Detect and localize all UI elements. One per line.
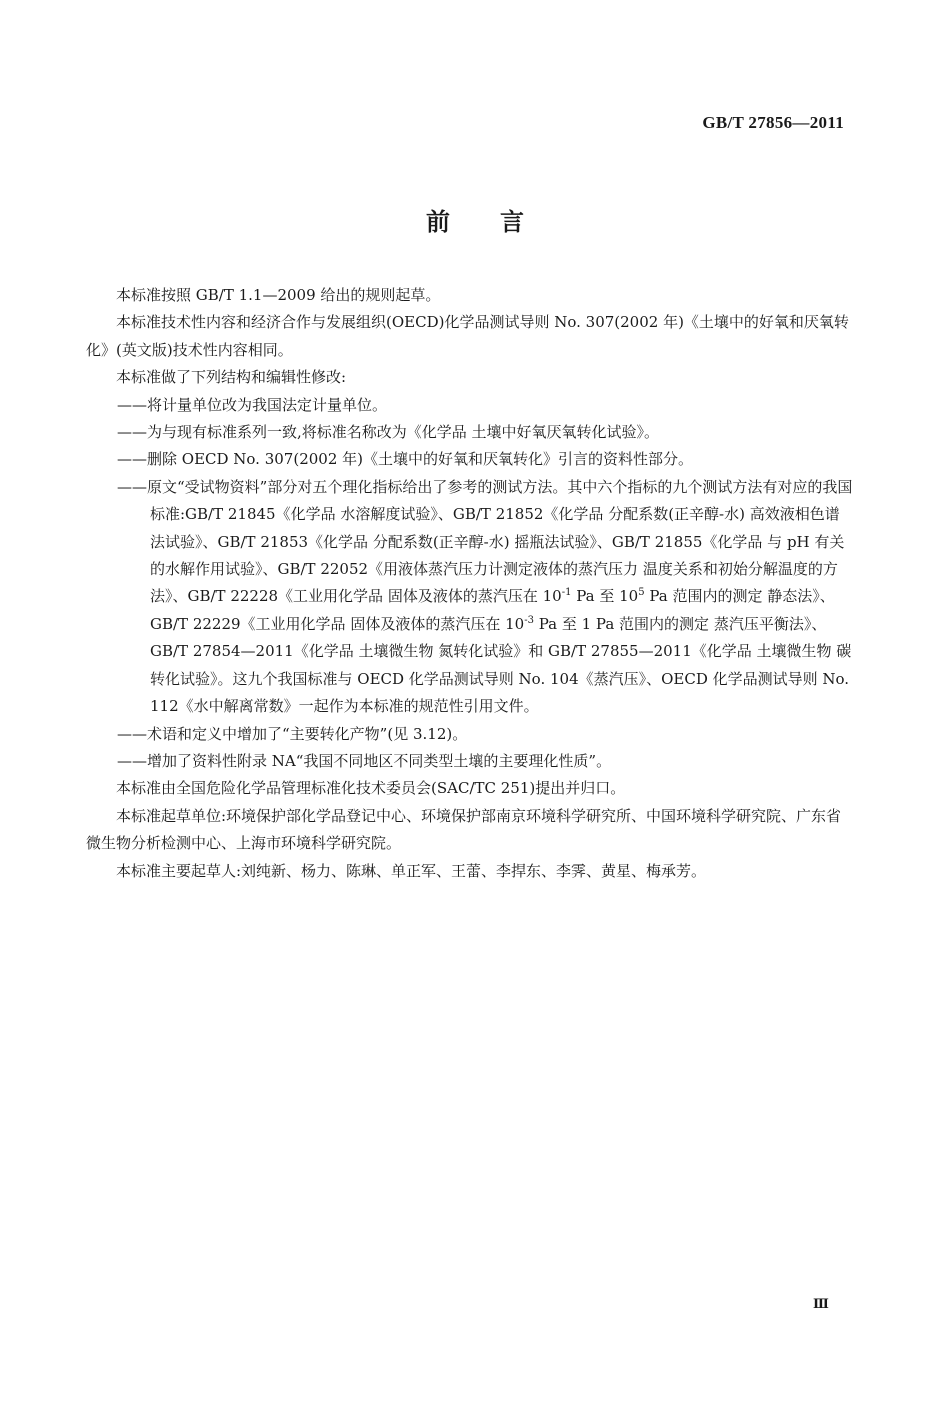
superscript-five: 5 xyxy=(638,587,645,599)
paragraph-drafting-rules: 本标准按照 GB/T 1.1—2009 给出的规则起草。 xyxy=(116,286,441,304)
page-title: 前言 xyxy=(426,208,574,236)
superscript-minus-three: -3 xyxy=(524,614,534,626)
list-item-delete-intro: ——删除 OECD No. 307(2002 年)《土壤中的好氧和厌氧转化》引言的资料性部分。 xyxy=(117,450,693,469)
superscript-minus-one: -1 xyxy=(561,587,572,599)
test-methods-text-d: Pa 至 1 Pa 范围内的测定 蒸汽压平衡法》、GB/T 27854—2011《化学品 土壤微生物 氮转化试验》和 GB/T 27855—2011《化学品 土壤微生物 碳转化试验》。这九个我国标准与 OECD 化学品测试导则 No. 104《蒸汽压》、OECD 化学品测试导则 No. 112《水中解离常数》一起作为本标准的规范性引用文件。 xyxy=(150,614,852,716)
paragraph-drafting-units: 本标准起草单位:环境保护部化学品登记中心、环境保护部南京环境科学研究所、中国环境科学研究院、广东省微生物分析检测中心、上海市环境科学研究院。 xyxy=(86,806,842,853)
paragraph-drafters: 本标准主要起草人:刘纯新、杨力、陈琳、单正军、王蕾、李捍东、李霁、黄星、梅承芳。 xyxy=(116,861,707,880)
list-item-test-methods xyxy=(86,474,854,721)
test-methods-text-a: ——原文“受试物资料”部分对五个理化指标给出了参考的测试方法。其中六个指标的九个测试方法有对应的我国标准:GB/T 21845《化学品 水溶解度试验》、GB/T 21852《化学品 分配系数(正辛醇-水) 高效液相色谱法试验》、GB/T 21853《化学品 分配系数(正辛醇-水) 摇瓶法试验》、GB/T 21855《化学品 与 pH 有关的水解作用试验》、GB/T 22052《用液体蒸汽压力计测定液体的蒸汽压力 温度关系和初始分解温度的方法》、GB/T 22228《工业用化学品 固体及液体的蒸汽压在 10 xyxy=(117,477,853,606)
list-item-annex: ——增加了资料性附录 NA“我国不同地区不同类型土壤的主要理化性质”。 xyxy=(117,751,612,770)
list-item-rename: ——为与现有标准系列一致,将标准名称改为《化学品 土壤中好氧厌氧转化试验》。 xyxy=(117,423,660,442)
list-item-units: ——将计量单位改为我国法定计量单位。 xyxy=(117,395,388,414)
test-methods-text-c: Pa 范围内的测定 静态法》、GB/T 22229《工业用化学品 固体及液体的蒸汽压在 10 xyxy=(150,587,835,633)
foreword-content xyxy=(86,282,854,885)
list-item-terms: ——术语和定义中增加了“主要转化产物”(见 3.12)。 xyxy=(117,724,468,743)
test-methods-text-b: Pa 至 10 xyxy=(571,587,639,606)
paragraph-modifications-intro: 本标准做了下列结构和编辑性修改: xyxy=(116,368,347,387)
page-number: Ⅲ xyxy=(813,1296,829,1311)
document-number: GB/T 27856—2011 xyxy=(702,113,844,132)
paragraph-proposer: 本标准由全国危险化学品管理标准化技术委员会(SAC/TC 251)提出并归口。 xyxy=(116,779,626,798)
paragraph-technical-equivalence: 本标准技术性内容和经济合作与发展组织(OECD)化学品测试导则 No. 307(2002 年)《土壤中的好氧和厌氧转化》(英文版)技术性内容相同。 xyxy=(86,313,849,359)
